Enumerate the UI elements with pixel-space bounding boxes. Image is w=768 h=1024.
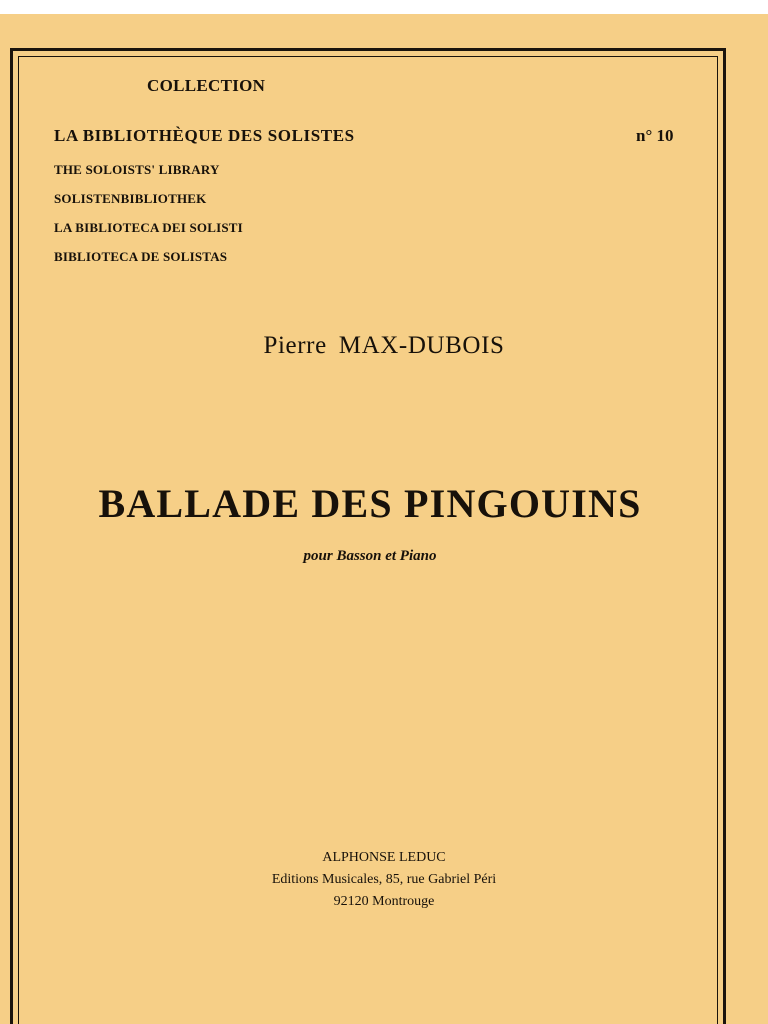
work-title: BALLADE DES PINGOUINS <box>98 481 642 526</box>
volume-number: n° 10 <box>636 126 674 145</box>
composer-name <box>0 332 768 360</box>
publisher-name: ALPHONSE LEDUC <box>322 850 446 865</box>
series-title-german: SOLISTENBIBLIOTHEK <box>54 191 207 206</box>
instrumentation: pour Basson et Piano <box>303 548 437 564</box>
publisher-address: Editions Musicales, 85, rue Gabriel Péri <box>271 872 497 887</box>
series-title-italian: LA BIBLIOTECA DEI SOLISTI <box>54 220 243 235</box>
publisher-city: 92120 Montrouge <box>333 894 435 909</box>
composer-first-name: Pierre <box>263 332 327 359</box>
score-cover <box>0 14 768 1024</box>
collection-heading: COLLECTION <box>147 76 266 95</box>
series-title-spanish: BIBLIOTECA DE SOLISTAS <box>54 249 228 264</box>
series-title-english: THE SOLOISTS' LIBRARY <box>54 162 220 177</box>
composer-last-name: MAX-DUBOIS <box>338 332 505 359</box>
series-title-french: LA BIBLIOTHÈQUE DES SOLISTES <box>54 126 355 145</box>
